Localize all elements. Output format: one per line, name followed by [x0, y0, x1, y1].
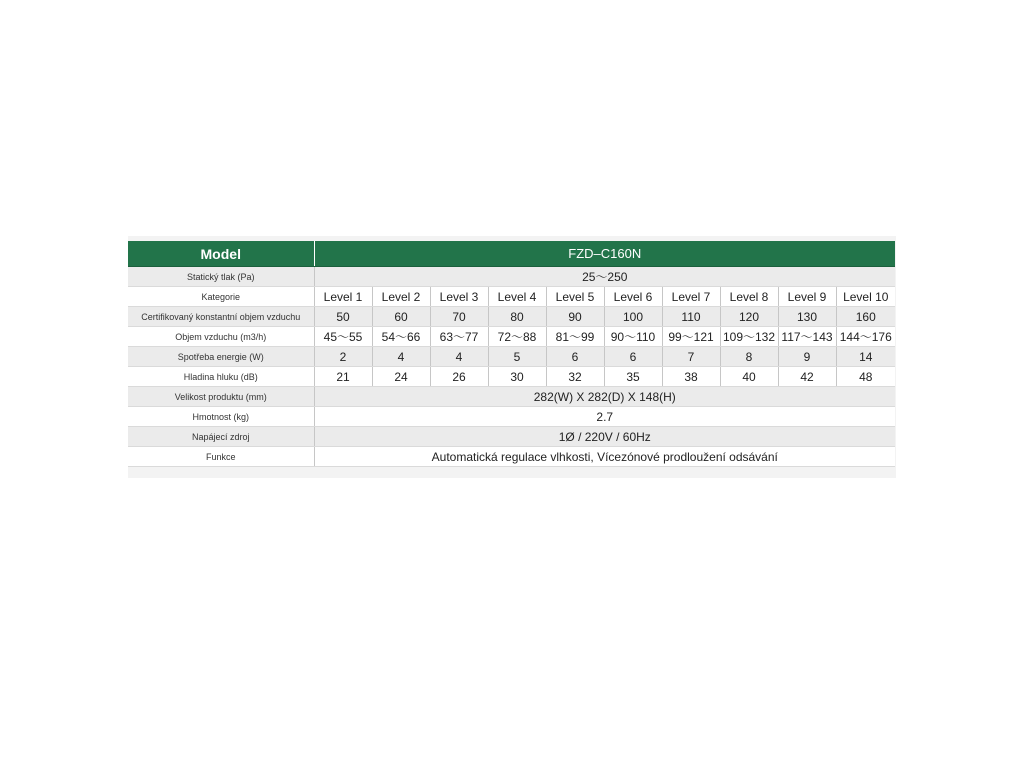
- power-cell: 6: [604, 347, 662, 367]
- model-row: [128, 241, 895, 267]
- noise-cell: 35: [604, 367, 662, 387]
- static-pressure-value: 25〜250: [314, 267, 895, 287]
- category-cell: Level 2: [372, 287, 430, 307]
- power-cell: 4: [372, 347, 430, 367]
- noise-cell: 32: [546, 367, 604, 387]
- airflow-cell: 72〜88: [488, 327, 546, 347]
- certified-airflow-cell: 100: [604, 307, 662, 327]
- power-cell: 6: [546, 347, 604, 367]
- noise-cell: 26: [430, 367, 488, 387]
- certified-airflow-cell: 160: [836, 307, 895, 327]
- noise-cell: 21: [314, 367, 372, 387]
- static-pressure-row: [128, 267, 895, 287]
- airflow-label: Objem vzduchu (m3/h): [128, 327, 314, 347]
- category-cell: Level 6: [604, 287, 662, 307]
- certified-airflow-cell: 120: [720, 307, 778, 327]
- power-supply-value: 1Ø / 220V / 60Hz: [314, 427, 895, 447]
- size-label: Velikost produktu (mm): [128, 387, 314, 407]
- noise-cell: 30: [488, 367, 546, 387]
- certified-airflow-cell: 70: [430, 307, 488, 327]
- power-supply-row: [128, 427, 895, 447]
- certified-airflow-label: Certifikovaný konstantní objem vzduchu: [128, 307, 314, 327]
- size-row: [128, 387, 895, 407]
- airflow-row: [128, 327, 895, 347]
- size-value: 282(W) X 282(D) X 148(H): [314, 387, 895, 407]
- noise-cell: 24: [372, 367, 430, 387]
- category-label: Kategorie: [128, 287, 314, 307]
- power-cell: 4: [430, 347, 488, 367]
- function-value: Automatická regulace vlhkosti, Vícezónové prodloužení odsávání: [314, 447, 895, 467]
- weight-label: Hmotnost (kg): [128, 407, 314, 427]
- power-cell: 9: [778, 347, 836, 367]
- power-cell: 7: [662, 347, 720, 367]
- certified-airflow-cell: 90: [546, 307, 604, 327]
- noise-cell: 38: [662, 367, 720, 387]
- airflow-cell: 45〜55: [314, 327, 372, 347]
- certified-airflow-cell: 80: [488, 307, 546, 327]
- power-cell: 5: [488, 347, 546, 367]
- noise-cell: 40: [720, 367, 778, 387]
- airflow-cell: 99〜121: [662, 327, 720, 347]
- model-label: Model: [128, 241, 314, 267]
- certified-airflow-cell: 60: [372, 307, 430, 327]
- power-row: [128, 347, 895, 367]
- airflow-cell: 81〜99: [546, 327, 604, 347]
- certified-airflow-cell: 50: [314, 307, 372, 327]
- category-cell: Level 7: [662, 287, 720, 307]
- function-label: Funkce: [128, 447, 314, 467]
- category-cell: Level 1: [314, 287, 372, 307]
- spec-sheet: [128, 236, 896, 478]
- static-pressure-label: Statický tlak (Pa): [128, 267, 314, 287]
- noise-cell: 48: [836, 367, 895, 387]
- airflow-cell: 63〜77: [430, 327, 488, 347]
- category-row: [128, 287, 895, 307]
- category-cell: Level 5: [546, 287, 604, 307]
- weight-row: [128, 407, 895, 427]
- category-cell: Level 8: [720, 287, 778, 307]
- model-value: FZD–C160N: [314, 241, 895, 267]
- airflow-cell: 90〜110: [604, 327, 662, 347]
- category-cell: Level 4: [488, 287, 546, 307]
- noise-label: Hladina hluku (dB): [128, 367, 314, 387]
- category-cell: Level 3: [430, 287, 488, 307]
- weight-value: 2.7: [314, 407, 895, 427]
- noise-row: [128, 367, 895, 387]
- power-cell: 2: [314, 347, 372, 367]
- power-label: Spotřeba energie (W): [128, 347, 314, 367]
- category-cell: Level 9: [778, 287, 836, 307]
- noise-cell: 42: [778, 367, 836, 387]
- airflow-cell: 144〜176: [836, 327, 895, 347]
- certified-airflow-row: [128, 307, 895, 327]
- certified-airflow-cell: 110: [662, 307, 720, 327]
- certified-airflow-cell: 130: [778, 307, 836, 327]
- airflow-cell: 109〜132: [720, 327, 778, 347]
- power-cell: 8: [720, 347, 778, 367]
- power-cell: 14: [836, 347, 895, 367]
- function-row: [128, 447, 895, 467]
- airflow-cell: 54〜66: [372, 327, 430, 347]
- spec-table: [128, 241, 895, 467]
- category-cell: Level 10: [836, 287, 895, 307]
- power-supply-label: Napájecí zdroj: [128, 427, 314, 447]
- airflow-cell: 117〜143: [778, 327, 836, 347]
